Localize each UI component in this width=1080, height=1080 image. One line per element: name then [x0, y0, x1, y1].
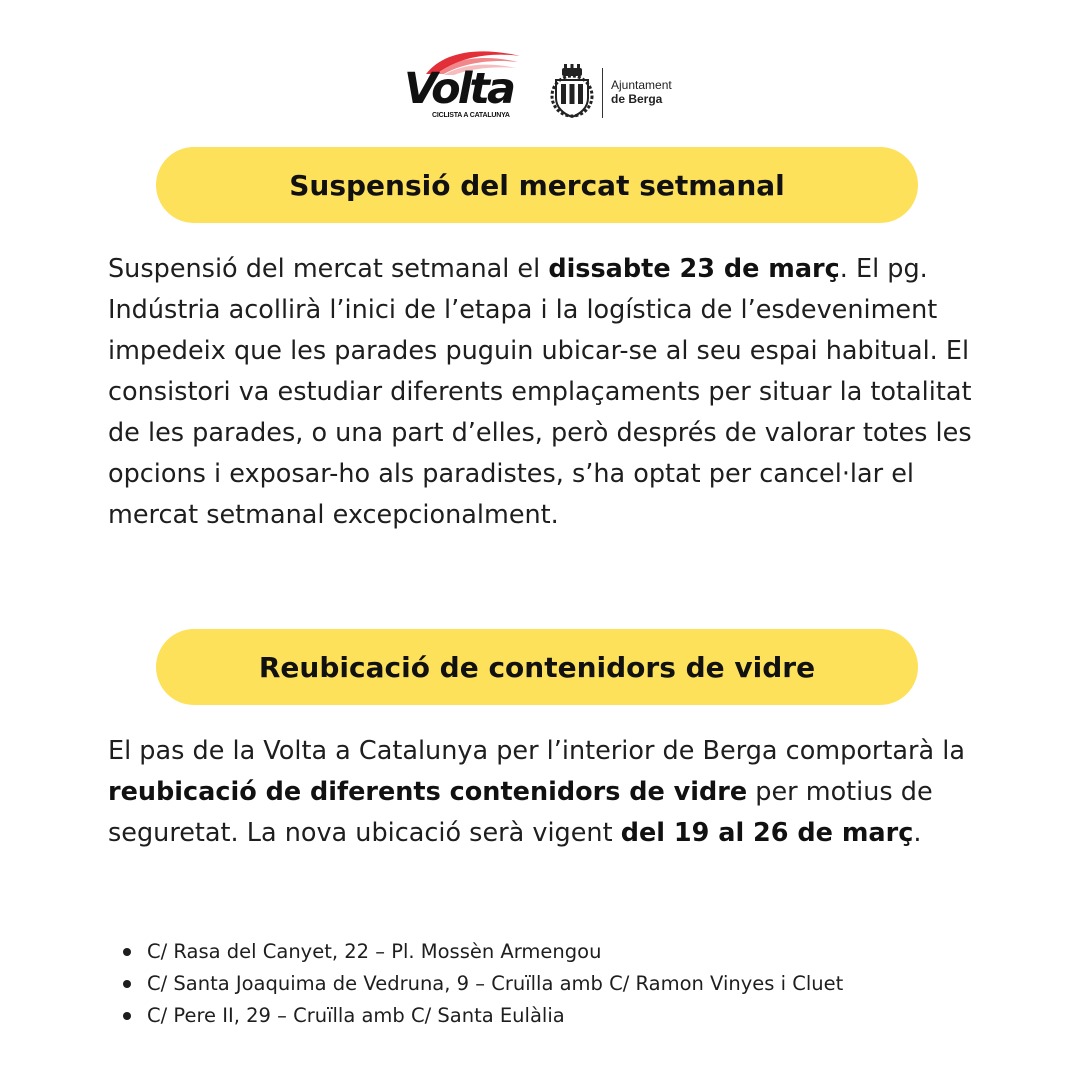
header-logos [0, 44, 1080, 124]
section1-text-a: Suspensió del mercat setmanal el [108, 254, 549, 284]
logo-divider [602, 68, 603, 118]
section2-paragraph [108, 731, 978, 854]
section2-text-e: . [913, 818, 922, 848]
section2-text-c: per motius de seguretat. La nova ubicació serà vigent [108, 777, 933, 848]
section1-title-pill [156, 147, 918, 223]
list-item: C/ Pere II, 29 – Cruïlla amb C/ Santa Eulàlia [120, 1000, 1020, 1032]
section1-paragraph [108, 249, 978, 536]
section2-title-pill [156, 629, 918, 705]
berga-crest-icon [546, 64, 598, 120]
ajuntament-logo-text [611, 78, 672, 106]
section2-title: Reubicació de contenidors de vidre [258, 650, 816, 684]
section2-text-a: El pas de la Volta a Catalunya per l’interior de Berga comportarà la [108, 736, 965, 766]
volta-logo-text: Volta [404, 64, 514, 114]
ajuntament-line1: Ajuntament [611, 78, 672, 92]
volta-logo [398, 44, 523, 124]
volta-logo-subtitle: CICLISTA A CATALUNYA [432, 112, 510, 119]
container-locations-list [120, 936, 1020, 1032]
section2-bold-dates: del 19 al 26 de març [620, 818, 914, 848]
section2-bold-relocation: reubicació de diferents contenidors de vidre [108, 777, 748, 807]
section1-title: Suspensió del mercat setmanal [289, 168, 785, 202]
list-item: C/ Rasa del Canyet, 22 – Pl. Mossèn Armengou [120, 936, 1020, 968]
section1-text-c: . El pg. Indústria acollirà l’inici de l’etapa i la logística de l’esdeveniment impedeix que les parades puguin ubicar-se al seu espai habitual. El consistori va estudiar diferents emplaçaments per situar la totalitat de les parades, o una part d’elles, però després de valorar totes les opcions i exposar-ho als paradistes, s’ha optat per cancel·lar el mercat setmanal excepcionalment. [108, 254, 972, 530]
list-item: C/ Santa Joaquima de Vedruna, 9 – Cruïlla amb C/ Ramon Vinyes i Cluet [120, 968, 1020, 1000]
section1-date-bold: dissabte 23 de març [548, 254, 840, 284]
ajuntament-line2: de Berga [611, 92, 663, 106]
